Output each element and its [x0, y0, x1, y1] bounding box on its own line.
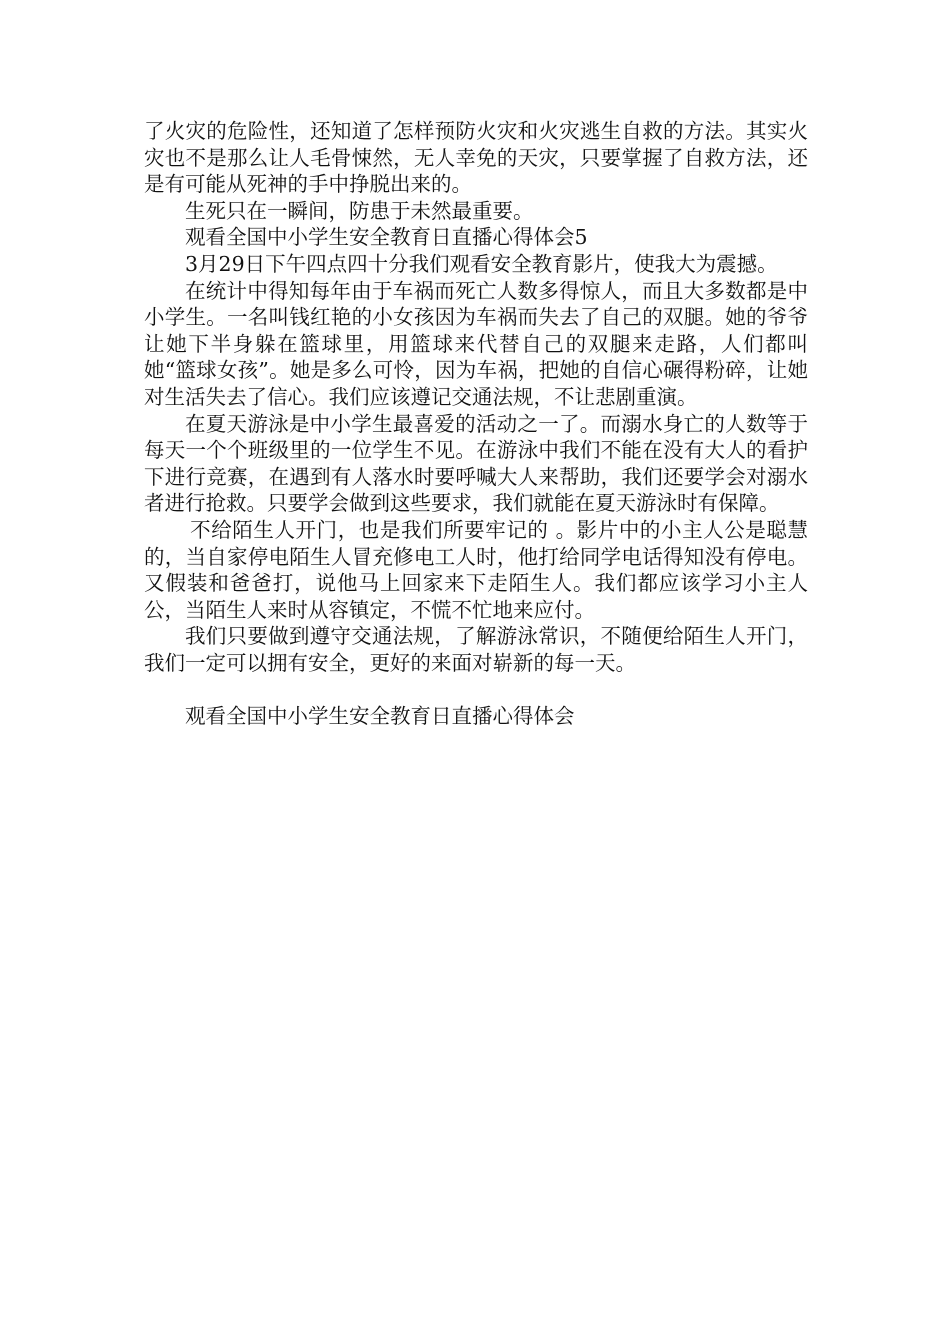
- paragraph-motto: 生死只在一瞬间，防患于未然最重要。: [185, 198, 534, 223]
- paragraph-fire-safety-conclusion: 了火灾的危险性，还知道了怎样预防火灾和火灾逃生自救的方法。其实火灾也不是那么让人毛骨悚然，无人幸免的天灾，只要掌握了自救方法，还是有可能从死神的手中挣脱出来的。: [144, 119, 808, 197]
- paragraph-swimming-safety: 在夏天游泳是中小学生最喜爱的活动之一了。而溺水身亡的人数等于每天一个个班级里的一位学生不见。在游泳中我们不能在没有大人的看护下进行竞赛，在遇到有人落水时要呼喊大人来帮助，我们还要学会对溺水者进行抢救。只要学会做到这些要求，我们就能在夏天游泳时有保障。: [144, 411, 808, 516]
- paragraph-summary: 我们只要做到遵守交通法规，了解游泳常识，不随便给陌生人开门，我们一定可以拥有安全，更好的来面对崭新的每一天。: [144, 624, 808, 675]
- section-heading-5: 观看全国中小学生安全教育日直播心得体会5: [185, 225, 588, 250]
- paragraph-stranger-safety: 不给陌生人开门，也是我们所要牢记的 。影片中的小主人公是聪慧的，当自家停电陌生人冒充修电工人时，他打给同学电话得知没有停电。又假装和爸爸打，说他马上回家来下走陌生人。我们都应该学习小主人公，当陌生人来时从容镇定，不慌不忙地来应付。: [144, 517, 808, 622]
- document-page: [144, 118, 808, 730]
- blank-line: [144, 676, 808, 703]
- section-heading-next: 观看全国中小学生安全教育日直播心得体会: [185, 704, 575, 729]
- paragraph-traffic-safety: 在统计中得知每年由于车祸而死亡人数多得惊人，而且大多数都是中小学生。一名叫钱红艳的小女孩因为车祸而失去了自己的双腿。她的爷爷让她下半身躲在篮球里，用篮球来代替自己的双腿来走路，人们都叫她“篮球女孩”。她是多么可怜，因为车祸，把她的自信心碾得粉碎，让她对生活失去了信心。我们应该遵记交通法规，不让悲剧重演。: [144, 278, 808, 409]
- paragraph-intro: 3月29日下午四点四十分我们观看安全教育影片，使我大为震撼。: [185, 251, 778, 276]
